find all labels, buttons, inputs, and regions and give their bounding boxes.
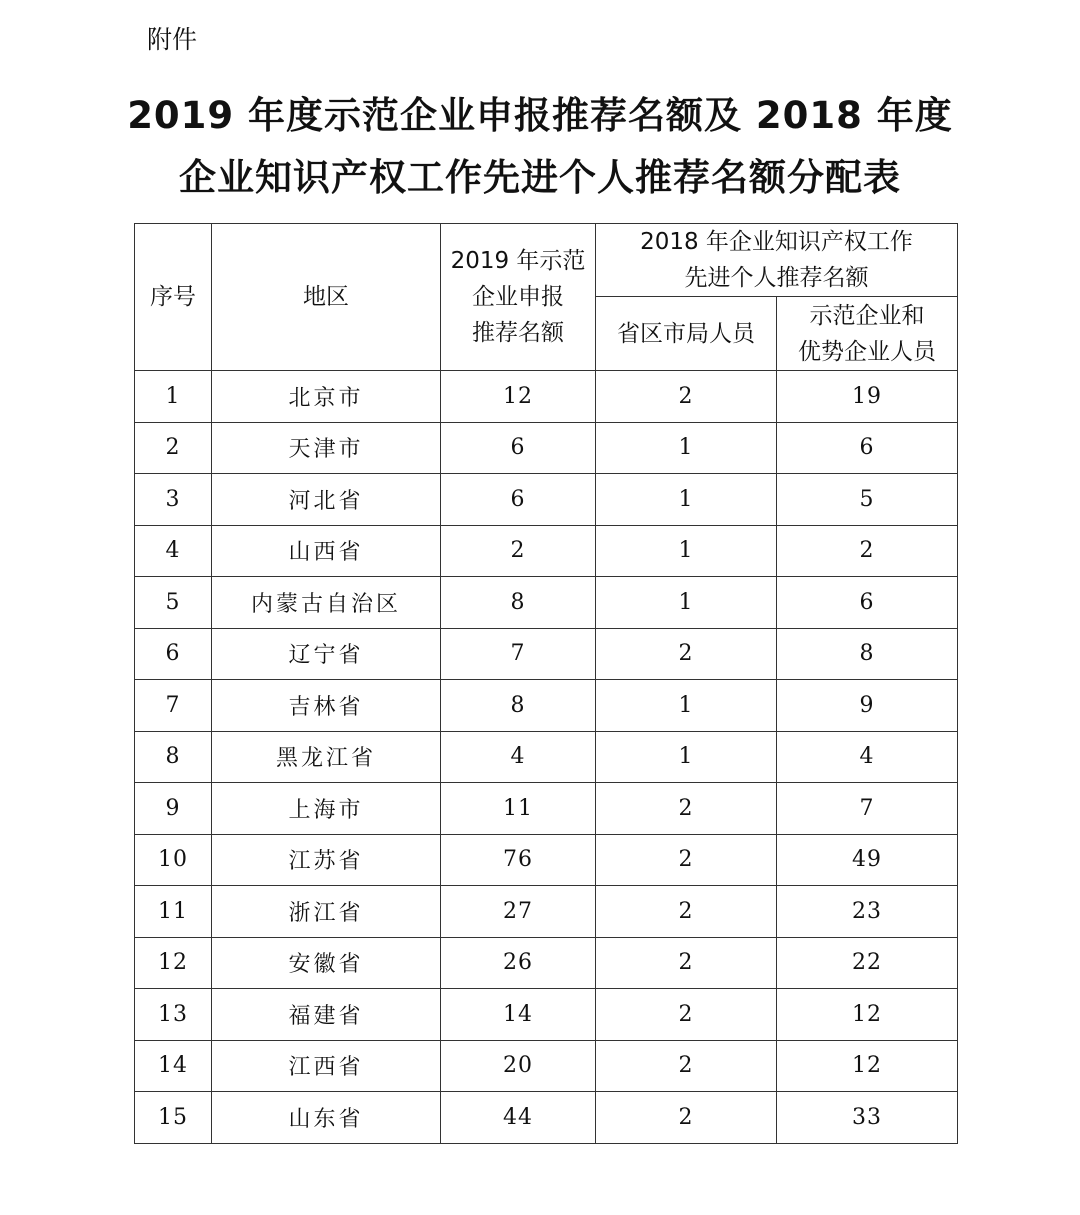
cell-provincial-staff: 2	[596, 1092, 777, 1144]
cell-demo-quota: 8	[441, 577, 596, 629]
header-enterprise-staff-line: 优势企业人员	[798, 338, 936, 365]
table-row	[135, 886, 958, 938]
header-region: 地区	[212, 224, 441, 371]
cell-enterprise-staff: 12	[777, 1040, 958, 1092]
cell-region: 内蒙古自治区	[212, 577, 441, 629]
cell-index: 8	[135, 731, 212, 783]
cell-provincial-staff: 1	[596, 422, 777, 474]
cell-enterprise-staff: 6	[777, 577, 958, 629]
cell-index: 12	[135, 937, 212, 989]
table-row	[135, 371, 958, 423]
table-row	[135, 1040, 958, 1092]
cell-provincial-staff: 1	[596, 731, 777, 783]
table-row	[135, 834, 958, 886]
table-header-row	[135, 224, 958, 297]
cell-demo-quota: 44	[441, 1092, 596, 1144]
cell-enterprise-staff: 7	[777, 783, 958, 835]
cell-region: 天津市	[212, 422, 441, 474]
cell-demo-quota: 11	[441, 783, 596, 835]
cell-index: 15	[135, 1092, 212, 1144]
cell-index: 6	[135, 628, 212, 680]
cell-index: 10	[135, 834, 212, 886]
table-row	[135, 1092, 958, 1144]
table-row	[135, 731, 958, 783]
cell-region: 江苏省	[212, 834, 441, 886]
cell-index: 9	[135, 783, 212, 835]
cell-enterprise-staff: 49	[777, 834, 958, 886]
cell-demo-quota: 12	[441, 371, 596, 423]
table-row	[135, 577, 958, 629]
cell-region: 河北省	[212, 474, 441, 526]
table-row	[135, 989, 958, 1041]
table-row	[135, 937, 958, 989]
header-index: 序号	[135, 224, 212, 371]
cell-provincial-staff: 2	[596, 886, 777, 938]
cell-enterprise-staff: 19	[777, 371, 958, 423]
header-provincial-staff: 省区市局人员	[596, 297, 777, 371]
cell-demo-quota: 7	[441, 628, 596, 680]
cell-provincial-staff: 2	[596, 989, 777, 1041]
cell-index: 11	[135, 886, 212, 938]
cell-demo-quota: 6	[441, 474, 596, 526]
cell-demo-quota: 4	[441, 731, 596, 783]
cell-region: 山东省	[212, 1092, 441, 1144]
cell-index: 5	[135, 577, 212, 629]
cell-enterprise-staff: 2	[777, 525, 958, 577]
cell-region: 安徽省	[212, 937, 441, 989]
cell-index: 13	[135, 989, 212, 1041]
table-row	[135, 525, 958, 577]
cell-enterprise-staff: 4	[777, 731, 958, 783]
cell-enterprise-staff: 5	[777, 474, 958, 526]
cell-demo-quota: 14	[441, 989, 596, 1041]
document-title-line-1: 2019 年度示范企业申报推荐名额及 2018 年度	[127, 94, 953, 137]
header-demo-quota-line: 2019 年示范	[450, 248, 586, 274]
table-row	[135, 628, 958, 680]
cell-enterprise-staff: 9	[777, 680, 958, 732]
cell-provincial-staff: 1	[596, 577, 777, 629]
cell-index: 4	[135, 525, 212, 577]
cell-provincial-staff: 2	[596, 783, 777, 835]
cell-region: 浙江省	[212, 886, 441, 938]
cell-index: 3	[135, 474, 212, 526]
header-enterprise-staff	[777, 297, 958, 371]
header-demo-quota-line: 推荐名额	[472, 320, 564, 346]
cell-region: 黑龙江省	[212, 731, 441, 783]
cell-provincial-staff: 1	[596, 474, 777, 526]
quota-table	[134, 223, 958, 1144]
header-individual-group-line: 先进个人推荐名额	[684, 265, 869, 291]
cell-region: 山西省	[212, 525, 441, 577]
cell-region: 福建省	[212, 989, 441, 1041]
cell-enterprise-staff: 8	[777, 628, 958, 680]
cell-demo-quota: 2	[441, 525, 596, 577]
cell-enterprise-staff: 23	[777, 886, 958, 938]
table-row	[135, 680, 958, 732]
cell-index: 1	[135, 371, 212, 423]
cell-enterprise-staff: 22	[777, 937, 958, 989]
cell-provincial-staff: 2	[596, 628, 777, 680]
table-row	[135, 474, 958, 526]
document-title-line-2: 企业知识产权工作先进个人推荐名额分配表	[179, 156, 901, 199]
cell-demo-quota: 20	[441, 1040, 596, 1092]
cell-index: 7	[135, 680, 212, 732]
header-individual-group	[596, 224, 958, 297]
cell-region: 江西省	[212, 1040, 441, 1092]
cell-index: 14	[135, 1040, 212, 1092]
cell-provincial-staff: 2	[596, 1040, 777, 1092]
table-row	[135, 422, 958, 474]
cell-enterprise-staff: 6	[777, 422, 958, 474]
cell-provincial-staff: 2	[596, 371, 777, 423]
cell-region: 辽宁省	[212, 628, 441, 680]
header-individual-group-line: 2018 年企业知识产权工作	[640, 229, 913, 255]
cell-demo-quota: 6	[441, 422, 596, 474]
cell-provincial-staff: 2	[596, 937, 777, 989]
cell-demo-quota: 27	[441, 886, 596, 938]
cell-enterprise-staff: 33	[777, 1092, 958, 1144]
header-demo-quota	[441, 224, 596, 371]
cell-provincial-staff: 2	[596, 834, 777, 886]
header-enterprise-staff-line: 示范企业和	[809, 302, 925, 329]
cell-index: 2	[135, 422, 212, 474]
table-row	[135, 783, 958, 835]
cell-enterprise-staff: 12	[777, 989, 958, 1041]
cell-region: 上海市	[212, 783, 441, 835]
cell-provincial-staff: 1	[596, 680, 777, 732]
cell-provincial-staff: 1	[596, 525, 777, 577]
cell-demo-quota: 26	[441, 937, 596, 989]
cell-demo-quota: 8	[441, 680, 596, 732]
header-demo-quota-line: 企业申报	[472, 284, 564, 310]
cell-region: 北京市	[212, 371, 441, 423]
attachment-label: 附件	[147, 25, 198, 54]
cell-demo-quota: 76	[441, 834, 596, 886]
cell-region: 吉林省	[212, 680, 441, 732]
